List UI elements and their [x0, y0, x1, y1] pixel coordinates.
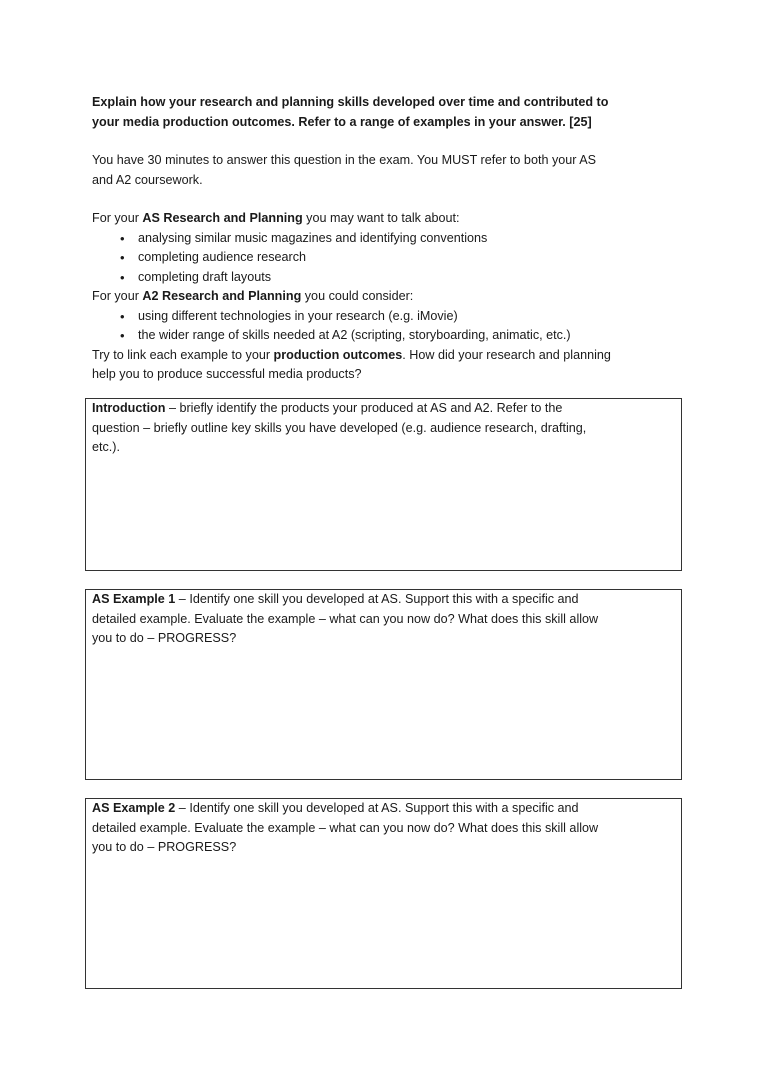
box-line-3: etc.). — [92, 440, 120, 454]
box-prompt — [92, 799, 675, 858]
instructions-line-1: You have 30 minutes to answer this question in the exam. You MUST refer to both your AS — [92, 153, 597, 167]
as-section-list — [92, 229, 692, 288]
box-line-1: – Identify one skill you developed at AS. Support this with a specific and — [175, 592, 579, 606]
question-line-2: your media production outcomes. Refer to a range of examples in your answer. [25] — [92, 114, 592, 129]
link-line-2: help you to produce successful media products? — [92, 367, 362, 381]
exam-instructions — [92, 151, 692, 190]
a2-intro-suffix: you could consider: — [301, 289, 414, 303]
a2-intro-prefix: For your — [92, 289, 143, 303]
introduction-answer-box[interactable] — [85, 398, 682, 571]
link-outcomes-text — [92, 346, 692, 385]
question-line-1: Explain how your research and planning skills developed over time and contributed to — [92, 95, 609, 109]
as-intro-bold: AS Research and Planning — [142, 211, 303, 225]
link-suffix: . How did your research and planning — [402, 347, 611, 362]
list-item: • completing audience research — [120, 248, 692, 268]
box-title: Introduction — [92, 401, 166, 415]
a2-section-intro — [92, 287, 692, 307]
worksheet-body — [92, 93, 692, 385]
a2-section-list — [92, 307, 692, 346]
box-title: AS Example 2 — [92, 801, 176, 815]
box-line-3: you to do – PROGRESS? — [92, 631, 237, 645]
as-section-intro — [92, 209, 692, 229]
box-prompt — [92, 399, 675, 458]
box-line-2: detailed example. Evaluate the example – what can you now do? What does this skill allow — [92, 820, 599, 835]
list-item: • using different technologies in your research (e.g. iMovie) — [120, 307, 692, 327]
list-item: • analysing similar music magazines and identifying conventions — [120, 229, 692, 249]
as-example-2-answer-box[interactable] — [85, 798, 682, 989]
list-item: • completing draft layouts — [120, 268, 692, 288]
link-prefix: Try to link each example to your — [92, 347, 274, 362]
box-prompt — [92, 590, 675, 649]
instructions-line-2: and A2 coursework. — [92, 172, 203, 187]
as-intro-prefix: For your — [92, 211, 143, 225]
question-heading — [92, 93, 692, 132]
as-example-1-answer-box[interactable] — [85, 589, 682, 780]
a2-intro-bold: A2 Research and Planning — [142, 289, 302, 303]
box-line-2: detailed example. Evaluate the example – what can you now do? What does this skill allow — [92, 611, 599, 626]
link-bold: production outcomes — [273, 347, 403, 362]
box-line-1: – Identify one skill you developed at AS. Support this with a specific and — [175, 801, 579, 815]
box-line-1: – briefly identify the products your produced at AS and A2. Refer to the — [165, 401, 563, 415]
box-title: AS Example 1 — [92, 592, 176, 606]
as-intro-suffix: you may want to talk about: — [302, 211, 460, 225]
box-line-3: you to do – PROGRESS? — [92, 840, 237, 854]
list-item: • the wider range of skills needed at A2 (scripting, storyboarding, animatic, etc.) — [120, 326, 692, 346]
box-line-2: question – briefly outline key skills you have developed (e.g. audience research, drafting, — [92, 420, 587, 435]
